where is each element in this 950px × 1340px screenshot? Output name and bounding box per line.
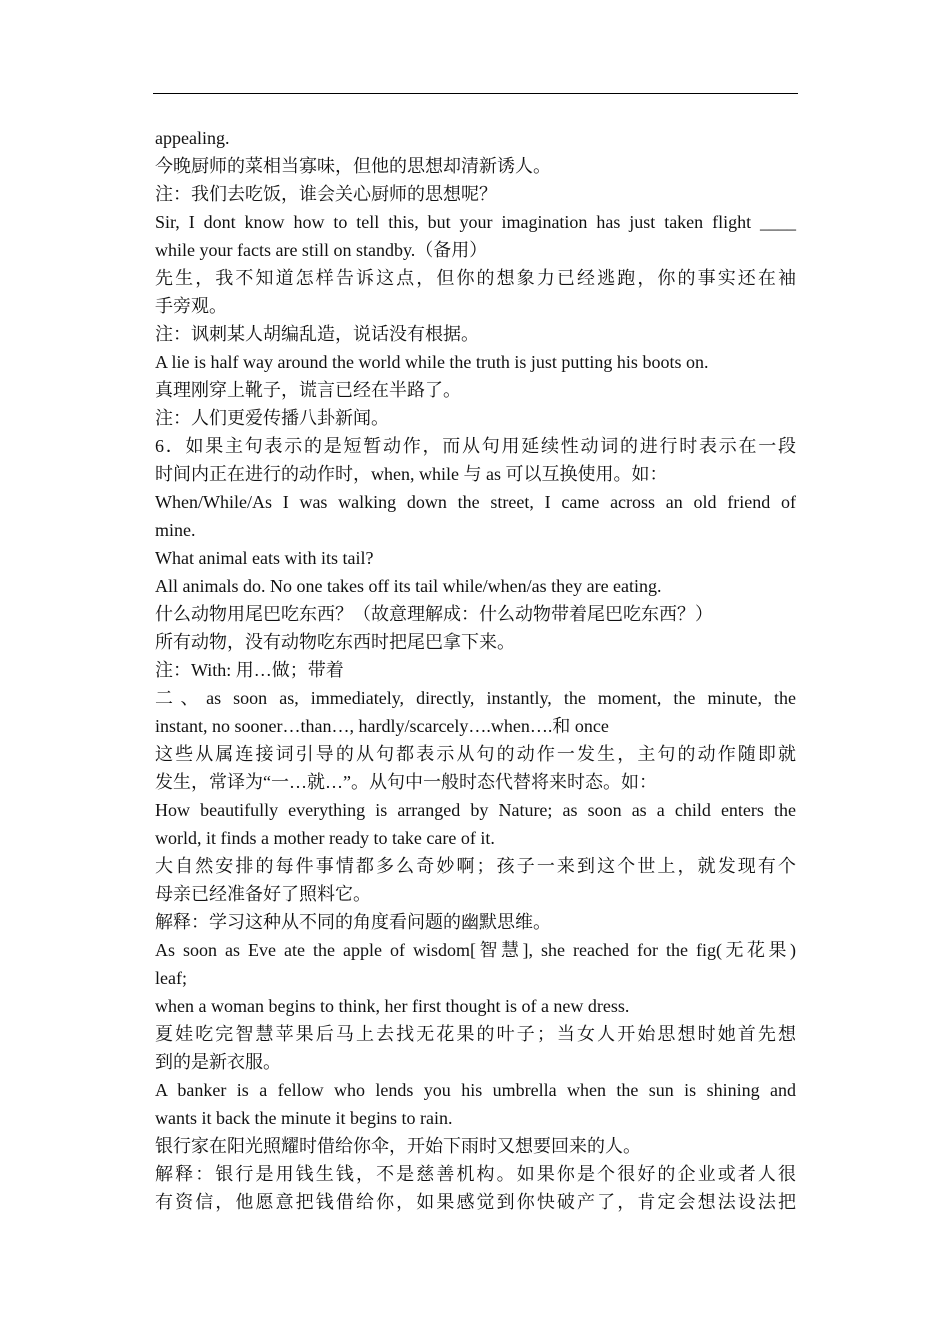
text-line: What animal eats with its tail?	[155, 548, 374, 568]
text-line: wants it back the minute it begins to rain.	[155, 1108, 453, 1128]
text-line: 这些从属连接词引导的从句都表示从句的动作一发生，主句的动作随即就	[155, 744, 796, 764]
text-line: 解释：学习这种从不同的角度看问题的幽默思维。	[155, 912, 551, 932]
text-line: 6．如果主句表示的是短暂动作，而从句用延续性动词的进行时表示在一段	[155, 436, 796, 456]
text-line: All animals do. No one takes off its tail while/when/as they are eating.	[155, 576, 662, 596]
text-line: 大自然安排的每件事情都多么奇妙啊；孩子一来到这个世上，就发现有个	[155, 856, 796, 876]
text-line: when a woman begins to think, her first thought is of a new dress.	[155, 996, 630, 1016]
text-line: A lie is half way around the world while the truth is just putting his boots on.	[155, 352, 709, 372]
text-line: 什么动物用尾巴吃东西？（故意理解成：什么动物带着尾巴吃东西？）	[155, 604, 713, 624]
header-rule	[153, 93, 798, 94]
text-line: 今晚厨师的菜相当寡味，但他的思想却清新诱人。	[155, 156, 551, 176]
text-line: 真理刚穿上靴子，谎言已经在半路了。	[155, 380, 461, 400]
text-line: mine.	[155, 520, 196, 540]
text-line: 所有动物，没有动物吃东西时把尾巴拿下来。	[155, 632, 515, 652]
text-line: 注：我们去吃饭，谁会关心厨师的思想呢？	[155, 184, 497, 204]
text-line: while your facts are still on standby.（备用）	[155, 240, 488, 260]
text-line: 注：讽刺某人胡编乱造，说话没有根据。	[155, 324, 479, 344]
text-line: 注：人们更爱传播八卦新闻。	[155, 408, 389, 428]
text-line: 夏娃吃完智慧苹果后马上去找无花果的叶子；当女人开始思想时她首先想	[155, 1024, 796, 1044]
text-line: 先生，我不知道怎样告诉这点，但你的想象力已经逃跑，你的事实还在袖	[155, 268, 796, 288]
text-line: instant, no sooner…than…, hardly/scarcely….when….和 once	[155, 716, 609, 736]
text-line: 发生，常译为“一…就…”。从句中一般时态代替将来时态。如：	[155, 772, 657, 792]
text-line: 有资信，他愿意把钱借给你，如果感觉到你快破产了，肯定会想法设法把	[155, 1192, 796, 1212]
text-line: 手旁观。	[155, 296, 227, 316]
text-line: Sir, I dont know how to tell this, but your imagination has just taken flight ____	[155, 212, 796, 232]
text-line: 母亲已经准备好了照料它。	[155, 884, 371, 904]
text-line: How beautifully everything is arranged by Nature; as soon as a child enters the	[155, 800, 796, 820]
text-line: leaf;	[155, 968, 187, 988]
text-line: When/While/As I was walking down the street, I came across an old friend of	[155, 492, 796, 512]
text-line: 到的是新衣服。	[155, 1052, 281, 1072]
text-line: 二、as soon as, immediately, directly, instantly, the moment, the minute, the	[155, 688, 796, 708]
text-line: 注：With: 用…做；带着	[155, 660, 344, 680]
text-line: world, it finds a mother ready to take care of it.	[155, 828, 495, 848]
document-body	[155, 124, 796, 1216]
text-line: appealing.	[155, 128, 230, 148]
text-line: 时间内正在进行的动作时，when, while 与 as 可以互换使用。如：	[155, 464, 668, 484]
text-line: As soon as Eve ate the apple of wisdom[智慧], she reached for the fig(无花果)	[155, 940, 796, 960]
text-line: A banker is a fellow who lends you his umbrella when the sun is shining and	[155, 1080, 796, 1100]
text-line: 银行家在阳光照耀时借给你伞，开始下雨时又想要回来的人。	[155, 1136, 641, 1156]
text-line: 解释：银行是用钱生钱，不是慈善机构。如果你是个很好的企业或者人很	[155, 1164, 796, 1184]
